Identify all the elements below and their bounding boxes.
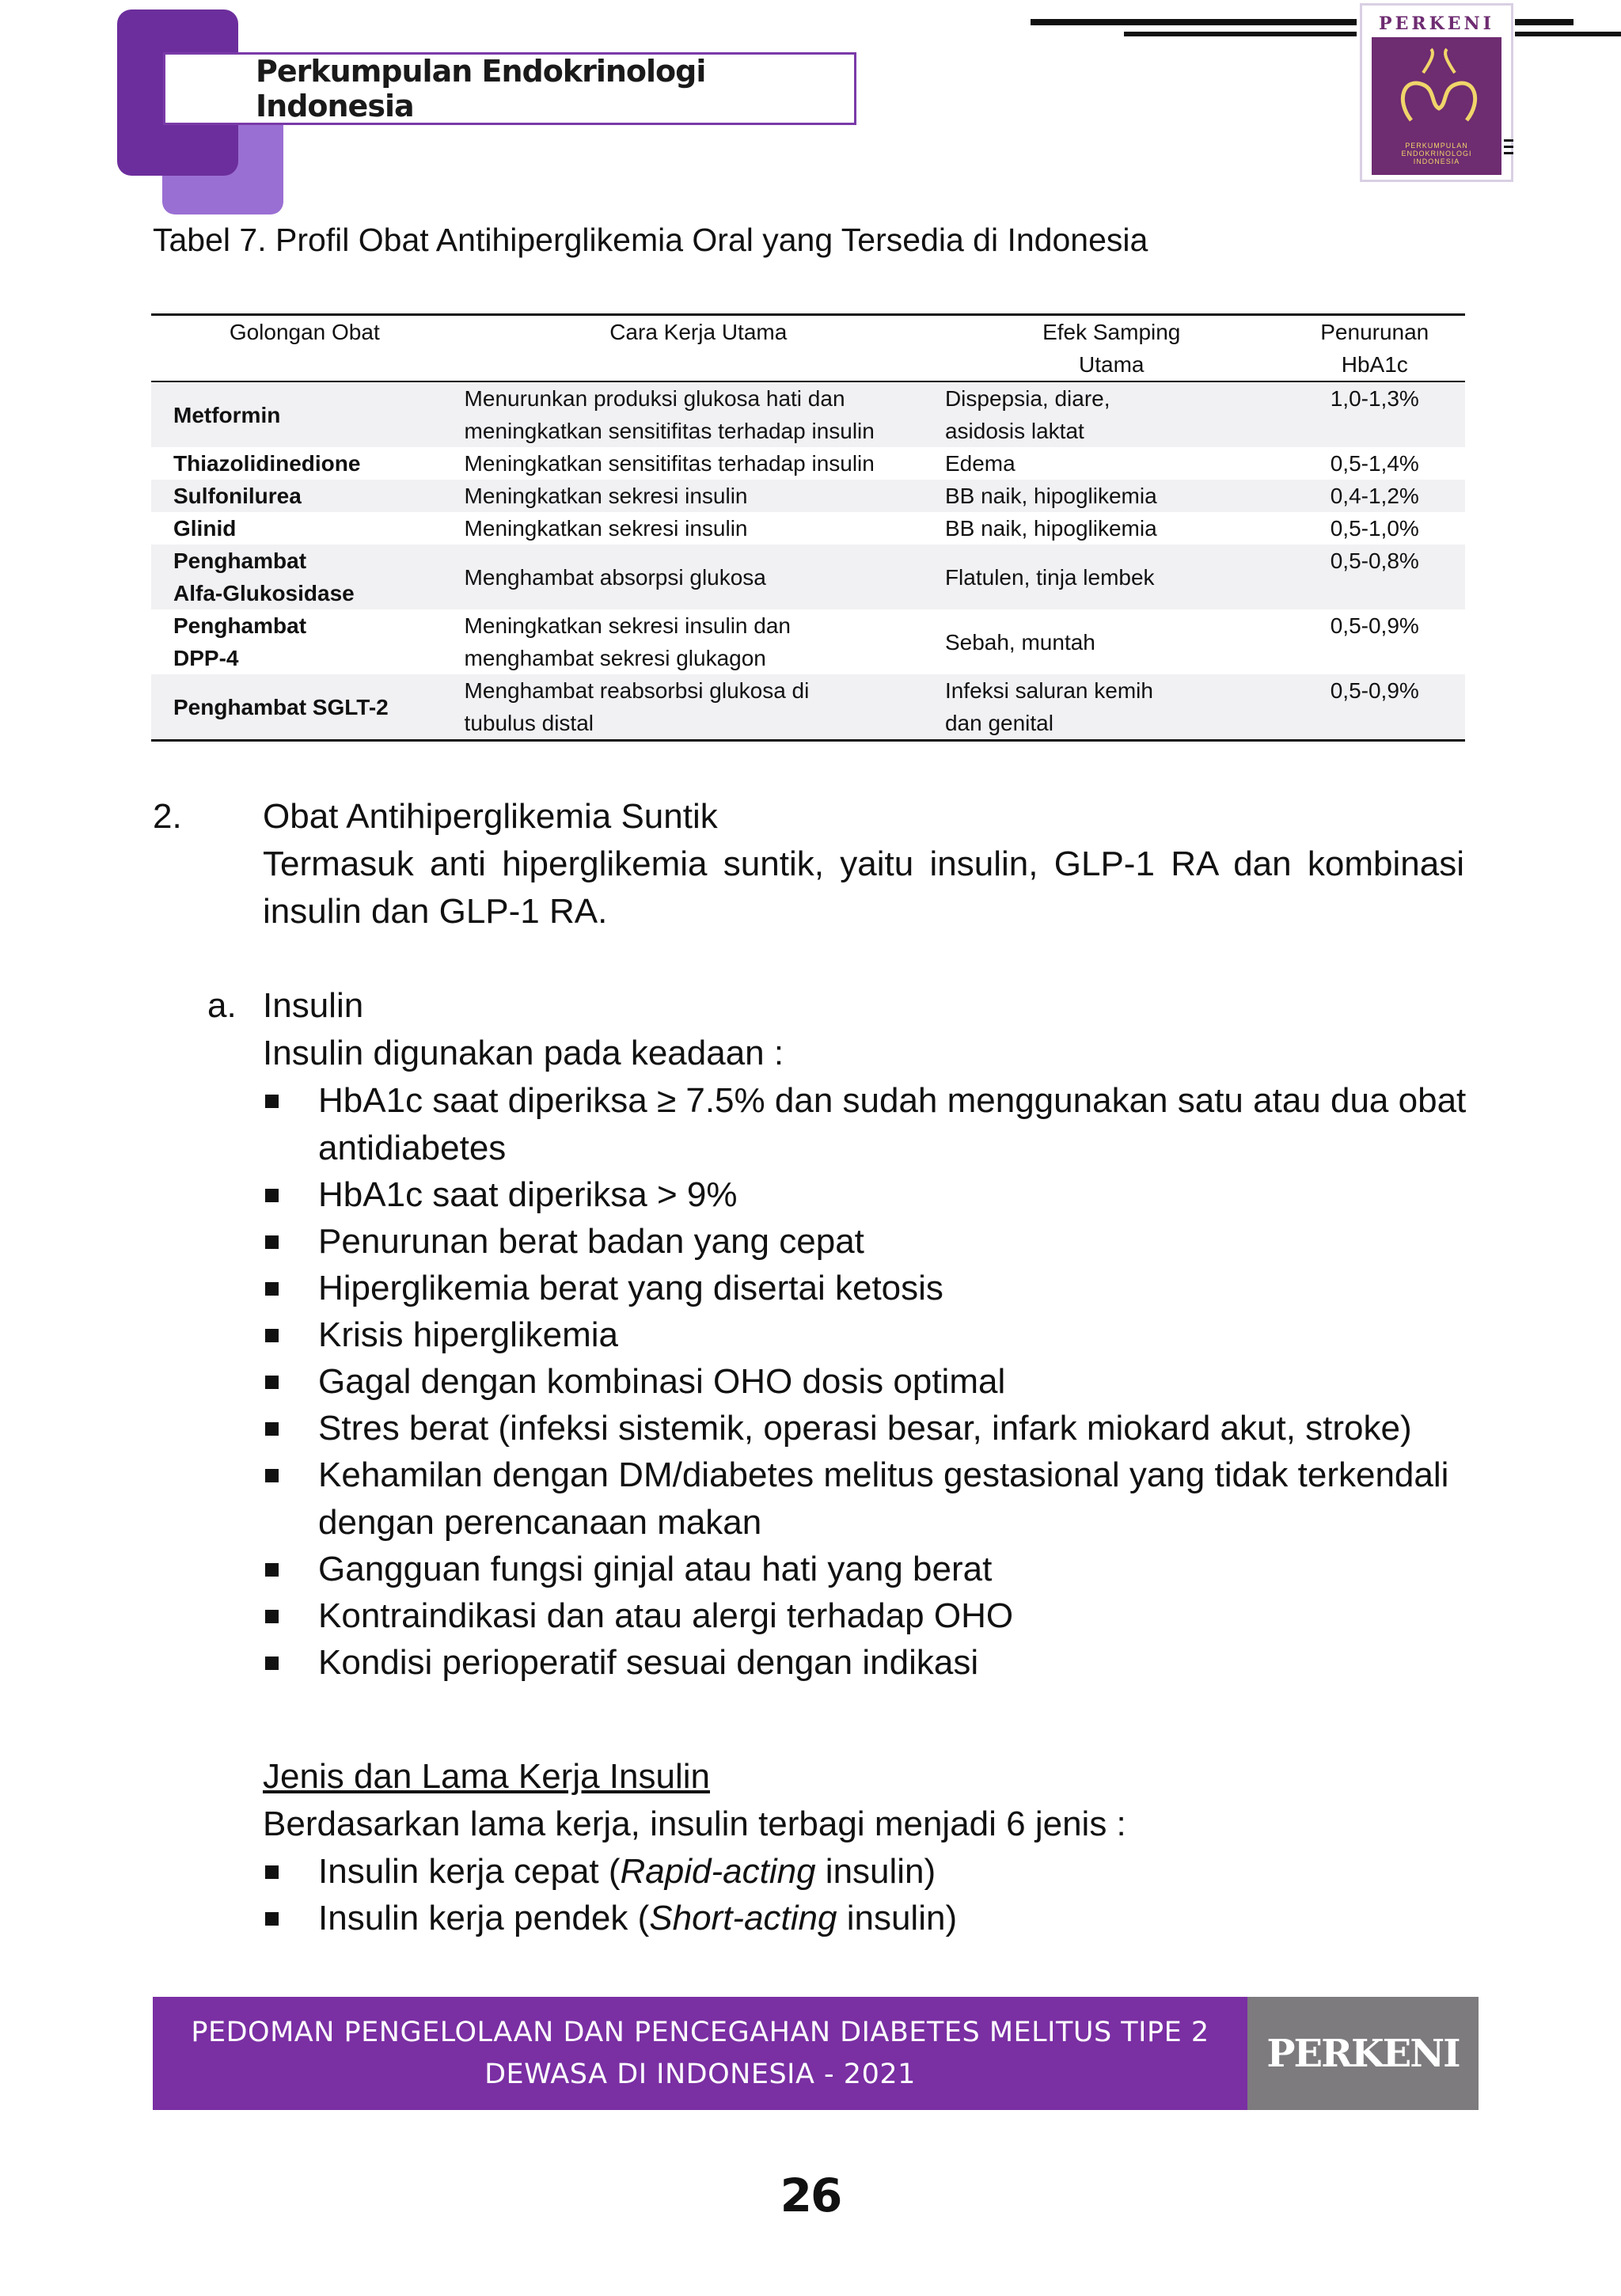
bullet-icon — [265, 1865, 279, 1879]
footer-line-1: PEDOMAN PENGELOLAAN DAN PENCEGAHAN DIABETES MELITUS TIPE 2 — [191, 2016, 1209, 2048]
cell-drug-name: Penghambat SGLT-2 — [151, 674, 458, 741]
header-cara-kerja: Cara Kerja Utama — [609, 320, 788, 344]
table-row — [151, 512, 1465, 545]
list-item: Gagal dengan kombinasi OHO dosis optimal — [318, 1362, 1006, 1401]
cell-hba1c: 0,4-1,2% — [1285, 480, 1465, 512]
list-item: Insulin kerja pendek (Short-acting insulin) — [318, 1899, 958, 1937]
bullet-icon — [265, 1282, 279, 1296]
section-paragraph-line-2: insulin dan GLP-1 RA. — [263, 892, 608, 931]
list-item: Kehamilan dengan DM/diabetes melitus gestasional yang tidak terkendali — [318, 1455, 1449, 1494]
cell-hba1c: 0,5-1,4% — [1330, 451, 1419, 476]
drug-profile-table — [151, 313, 1465, 742]
list-item: Gangguan fungsi ginjal atau hati yang berat — [318, 1550, 993, 1588]
table-row — [151, 480, 1465, 512]
section-paragraph-line-1: Termasuk anti hiperglikemia suntik, yaitu insulin, GLP-1 RA dan kombinasi — [263, 844, 1464, 883]
perkeni-logo — [1360, 3, 1513, 182]
subsection-letter: a. — [207, 986, 237, 1025]
logo-wordmark: PERKENI — [1379, 13, 1494, 34]
list-item: Hiperglikemia berat yang disertai ketosis — [318, 1269, 943, 1307]
cell-side-effect: Infeksi saluran kemih dan genital — [939, 674, 1285, 741]
logo-side-bars — [1504, 139, 1513, 158]
bullet-icon — [265, 1657, 279, 1670]
cell-hba1c: 0,5-0,9% — [1285, 674, 1465, 741]
section-number: 2. — [153, 797, 182, 836]
table-row — [151, 674, 1465, 741]
logo-subtext-3: INDONESIA — [1413, 157, 1460, 165]
cell-drug-name: Metformin — [151, 381, 458, 447]
table-row — [151, 609, 1465, 674]
header-rule-1 — [1031, 19, 1357, 25]
cell-mechanism: Meningkatkan sekresi insulin — [458, 480, 939, 512]
header-penurunan-hba1c: Penurunan HbA1c — [1320, 320, 1429, 377]
list-item: HbA1c saat diperiksa > 9% — [318, 1175, 738, 1214]
list-item-continuation: dengan perencanaan makan — [318, 1503, 762, 1542]
header-golongan: Golongan Obat — [229, 320, 380, 344]
cell-side-effect: Flatulen, tinja lembek — [939, 545, 1285, 609]
list-item: Insulin kerja cepat (Rapid-acting insulin) — [318, 1852, 936, 1891]
cell-hba1c: 0,5-0,8% — [1285, 545, 1465, 609]
cell-drug-name: Penghambat Alfa-Glukosidase — [151, 545, 458, 609]
insulin-intro: Insulin digunakan pada keadaan : — [263, 1034, 784, 1072]
thyroid-emblem-icon — [1388, 45, 1490, 132]
cell-side-effect: BB naik, hipoglikemia — [944, 516, 1157, 541]
table-row — [151, 447, 1465, 480]
logo-subtext-1: PERKUMPULAN — [1405, 142, 1468, 150]
cell-drug-name: Glinid — [173, 516, 237, 541]
cell-drug-name: Sulfonilurea — [151, 480, 458, 512]
table-row — [151, 381, 1465, 447]
bullet-icon — [265, 1189, 279, 1202]
bullet-icon — [265, 1912, 279, 1926]
cell-side-effect: BB naik, hipoglikemia — [939, 480, 1285, 512]
cell-side-effect: Dispepsia, diare, asidosis laktat — [939, 381, 1285, 447]
cell-mechanism: Meningkatkan sekresi insulin — [464, 516, 748, 541]
cell-mechanism: Meningkatkan sekresi insulin dan menghambat sekresi glukagon — [464, 613, 791, 670]
list-item: Kondisi perioperatif sesuai dengan indikasi — [318, 1643, 979, 1682]
cell-hba1c: 0,5-0,9% — [1330, 613, 1419, 638]
header-rule-2 — [1124, 32, 1357, 36]
bullet-icon — [265, 1235, 279, 1249]
jenis-heading: Jenis dan Lama Kerja Insulin — [263, 1757, 710, 1796]
cell-drug-name: Penghambat DPP-4 — [173, 613, 307, 670]
table-header-row — [151, 315, 1465, 382]
logo-subtext-2: ENDOKRINOLOGI — [1401, 150, 1472, 157]
list-item-continuation: antidiabetes — [318, 1129, 507, 1167]
section-title: Obat Antihiperglikemia Suntik — [263, 797, 718, 836]
bullet-icon — [265, 1095, 279, 1108]
bullet-icon — [265, 1329, 279, 1342]
logo-emblem — [1372, 37, 1501, 175]
footer-brand: PERKENI — [1247, 1997, 1479, 2110]
header-title: Perkumpulan Endokrinologi Indonesia — [163, 52, 856, 125]
bullet-icon — [265, 1469, 279, 1482]
page-number: 26 — [780, 2169, 841, 2222]
list-item: Krisis hiperglikemia — [318, 1315, 619, 1354]
list-item: Kontraindikasi dan atau alergi terhadap OHO — [318, 1596, 1014, 1635]
cell-drug-name: Thiazolidinedione — [173, 451, 361, 476]
table-caption: Tabel 7. Profil Obat Antihiperglikemia Oral yang Tersedia di Indonesia — [153, 222, 1148, 258]
list-item: Penurunan berat badan yang cepat — [318, 1222, 864, 1261]
bullet-icon — [265, 1376, 279, 1389]
cell-mechanism: Meningkatkan sensitifitas terhadap insulin — [464, 451, 875, 476]
list-item: Stres berat (infeksi sistemik, operasi besar, infark miokard akut, stroke) — [318, 1409, 1412, 1448]
bullet-icon — [265, 1563, 279, 1577]
cell-hba1c: 1,0-1,3% — [1285, 381, 1465, 447]
header-rule-4 — [1515, 32, 1621, 36]
cell-side-effect: Edema — [944, 451, 1015, 476]
cell-hba1c: 0,5-1,0% — [1330, 516, 1419, 541]
header-rule-3 — [1515, 19, 1574, 25]
list-item: HbA1c saat diperiksa ≥ 7.5% dan sudah menggunakan satu atau dua obat — [318, 1081, 1467, 1120]
cell-mechanism: Menurunkan produksi glukosa hati dan meningkatkan sensitifitas terhadap insulin — [458, 381, 939, 447]
header-efek-samping: Efek Samping Utama — [1042, 320, 1181, 377]
subsection-title: Insulin — [263, 986, 364, 1025]
bullet-icon — [265, 1422, 279, 1436]
cell-side-effect: Sebah, muntah — [944, 629, 1095, 655]
page-footer — [153, 1997, 1479, 2110]
footer-title — [153, 1997, 1247, 2110]
table-row — [151, 545, 1465, 609]
cell-mechanism: Menghambat absorpsi glukosa — [458, 545, 939, 609]
cell-mechanism: Menghambat reabsorbsi glukosa di tubulus distal — [458, 674, 939, 741]
bullet-icon — [265, 1610, 279, 1623]
jenis-intro: Berdasarkan lama kerja, insulin terbagi menjadi 6 jenis : — [263, 1805, 1126, 1843]
footer-line-2: DEWASA DI INDONESIA - 2021 — [484, 2058, 916, 2090]
